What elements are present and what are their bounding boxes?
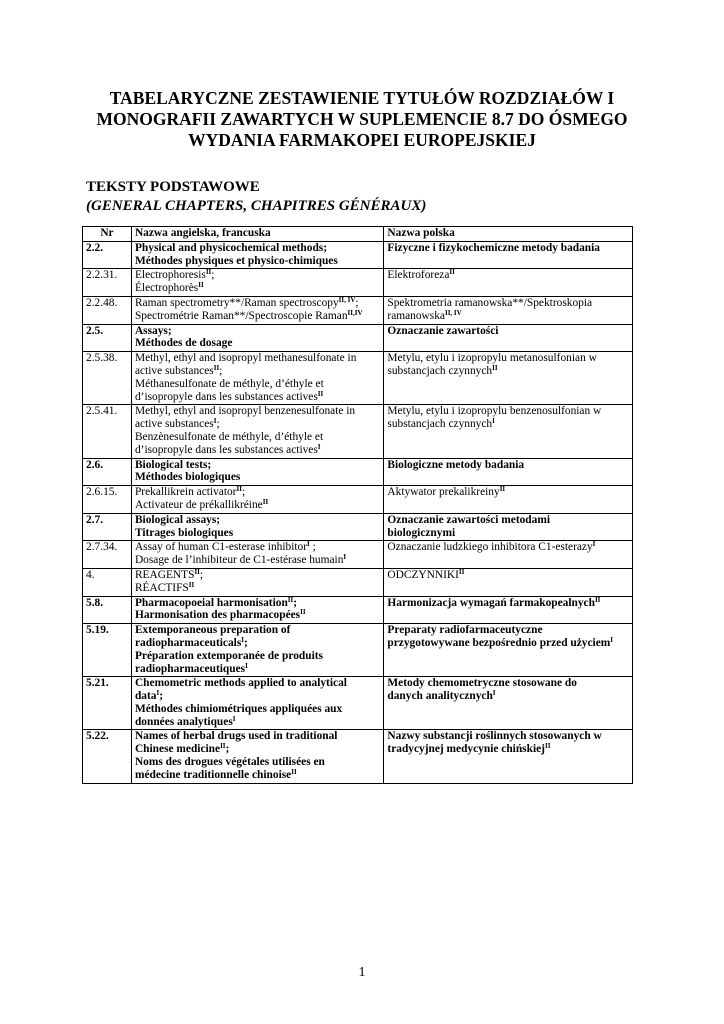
cell-text: ODCZYNNIKI <box>387 568 459 581</box>
cell-text: REAGENTS <box>134 568 195 581</box>
edition-marker: I <box>610 635 613 644</box>
table-row <box>83 486 633 514</box>
header-polish: Nazwa polska <box>384 227 633 242</box>
cell-text: Elektroforeza <box>387 269 450 282</box>
cell-text: Méthodes de dosage <box>134 337 233 350</box>
cell-polish <box>384 405 633 458</box>
cell-english-french <box>131 677 383 730</box>
cell-text: Méthodes physiques et physico-chimiques <box>134 254 338 267</box>
cell-punctuation: ; <box>216 418 220 431</box>
cell-text: Prekallikrein activator <box>134 486 237 499</box>
cell-polish <box>384 596 633 624</box>
cell-text: Biological tests; <box>134 458 212 471</box>
cell-text: Physical and physicochemical methods; <box>134 241 328 254</box>
cell-text: Titrages biologiques <box>134 526 234 539</box>
cell-text: Metody chemometryczne stosowane do <box>387 677 577 690</box>
cell-text: Biological assays; <box>134 513 221 526</box>
cell-text: tradycyjnej medycynie chińskiej <box>387 743 545 756</box>
cell-text: Chemometric methods applied to analytical <box>134 677 347 690</box>
edition-marker: II <box>449 268 455 277</box>
edition-marker: II <box>317 389 324 398</box>
edition-marker: II <box>236 485 242 494</box>
cell-text: Méthodes biologiques <box>134 471 241 484</box>
cell-text: Fizyczne i fizykochemiczne metody badania <box>387 241 600 254</box>
edition-marker: II <box>458 567 465 576</box>
cell-text: Aktywator prekalikreiny <box>387 486 500 499</box>
cell-nr: 5.21. <box>83 677 132 730</box>
cell-nr: 2.6.15. <box>83 486 132 514</box>
cell-english-french <box>131 513 383 541</box>
cell-text: Nazwy substancji roślinnych stosowanych w <box>387 730 602 743</box>
cell-text: Pharmacopoeial harmonisation <box>134 596 288 609</box>
cell-text: données analytiques <box>134 715 233 728</box>
cell-text: Électrophorès <box>134 282 199 295</box>
cell-text: Names of herbal drugs used in traditional <box>134 730 338 743</box>
edition-marker: I <box>492 689 496 698</box>
cell-english-french <box>131 241 383 269</box>
table-row <box>83 241 633 269</box>
cell-english-french <box>131 541 383 569</box>
cell-text: substancjach czynnych <box>387 418 493 431</box>
cell-nr: 2.5.41. <box>83 405 132 458</box>
cell-text: Noms des drogues végétales utilisées en <box>134 756 325 769</box>
cell-text: Metylu, etylu i izopropylu metanosulfonian w <box>387 352 597 365</box>
cell-polish <box>384 324 633 352</box>
cell-text: Activateur de prékallikréine <box>134 498 263 511</box>
edition-marker: II <box>291 767 297 776</box>
edition-marker: II <box>205 268 212 277</box>
cell-text: Raman spectrometry**/Raman spectroscopy <box>134 296 339 309</box>
table-row <box>83 269 633 297</box>
cell-english-french <box>131 568 383 596</box>
edition-marker: I <box>232 714 236 723</box>
cell-nr: 2.5.38. <box>83 352 132 405</box>
edition-marker: I <box>241 635 244 644</box>
cell-punctuation: ; <box>244 636 248 649</box>
cell-text: Electrophoresis <box>134 269 206 282</box>
edition-marker: II <box>213 363 220 372</box>
edition-marker: II <box>287 595 294 604</box>
cell-text: Assay of human C1-esterase inhibitor <box>134 541 308 554</box>
cell-text: Biologiczne metody badania <box>387 458 525 471</box>
cell-polish <box>384 458 633 486</box>
table-row <box>83 568 633 596</box>
cell-text: Extemporaneous preparation of <box>134 624 291 637</box>
cell-text: RÉACTIFS <box>134 581 189 594</box>
cell-text: active substances <box>134 364 214 377</box>
cell-polish <box>384 513 633 541</box>
cell-text: Oznaczanie zawartości metodami <box>387 513 550 526</box>
cell-punctuation: ; <box>219 364 223 377</box>
cell-polish <box>384 296 633 324</box>
table-row <box>83 296 633 324</box>
cell-english-french <box>131 269 383 297</box>
cell-nr: 2.2.48. <box>83 296 132 324</box>
cell-text: biologicznymi <box>387 526 456 539</box>
table-row <box>83 677 633 730</box>
cell-polish <box>384 677 633 730</box>
cell-text: d’isopropyle dans les substances actives <box>134 443 318 456</box>
edition-marker: II <box>544 742 551 751</box>
cell-punctuation: ; <box>309 541 316 554</box>
cell-text: radiopharmaceuticals <box>134 636 242 649</box>
edition-marker: II <box>194 567 200 576</box>
cell-polish <box>384 352 633 405</box>
cell-text: Metylu, etylu i izopropylu benzenosulfonian w <box>387 405 602 418</box>
table-header-row <box>83 227 633 242</box>
cell-text: Methyl, ethyl and isopropyl benzenesulfonate in <box>134 405 356 418</box>
edition-marker: I <box>317 442 321 451</box>
cell-polish <box>384 624 633 677</box>
cell-nr: 5.19. <box>83 624 132 677</box>
page-number: 1 <box>358 965 366 980</box>
cell-text: Benzènesulfonate de méthyle, d’éthyle et <box>134 430 324 443</box>
table-row <box>83 730 633 783</box>
cell-nr: 2.2. <box>83 241 132 269</box>
table-row <box>83 352 633 405</box>
cell-text: médecine traditionnelle chinoise <box>134 768 292 781</box>
cell-english-french <box>131 324 383 352</box>
cell-english-french <box>131 730 383 783</box>
cell-nr: 2.7. <box>83 513 132 541</box>
table-row <box>83 596 633 624</box>
cell-punctuation: ; <box>225 743 230 756</box>
table-row <box>83 324 633 352</box>
edition-marker: I <box>492 417 495 426</box>
section-heading: TEKSTY PODSTAWOWE <box>86 179 260 195</box>
section-subheading: (GENERAL CHAPTERS, CHAPITRES GÉNÉRAUX) <box>86 198 427 214</box>
cell-english-french <box>131 486 383 514</box>
section-header <box>86 178 426 216</box>
cell-text: danych analitycznych <box>387 690 493 703</box>
cell-text: active substances <box>134 418 214 431</box>
edition-marker: II, IV <box>444 308 462 317</box>
cell-punctuation: ; <box>241 486 246 499</box>
cell-punctuation: ; <box>211 269 215 282</box>
table-row <box>83 541 633 569</box>
cell-punctuation: ; <box>159 690 164 703</box>
cell-text: Méthanesulfonate de méthyle, d’éthyle et <box>134 377 324 390</box>
cell-english-french <box>131 624 383 677</box>
cell-nr: 2.5. <box>83 324 132 352</box>
cell-polish <box>384 568 633 596</box>
edition-marker: II <box>198 281 204 290</box>
edition-marker: II,IV <box>347 308 363 317</box>
edition-marker: II <box>188 580 195 589</box>
cell-text: Spektrometria ramanowska**/Spektroskopia <box>387 296 593 309</box>
edition-marker: II <box>594 595 601 604</box>
edition-marker: I <box>592 540 596 549</box>
table-body <box>83 241 633 783</box>
cell-punctuation: ; <box>293 596 298 609</box>
cell-english-french <box>131 296 383 324</box>
table-row <box>83 405 633 458</box>
table-row <box>83 513 633 541</box>
edition-marker: II, IV <box>338 295 356 304</box>
edition-marker: II <box>220 742 226 751</box>
cell-text: data <box>134 690 157 703</box>
edition-marker: II <box>300 608 306 617</box>
edition-marker: I <box>343 553 347 562</box>
header-english-french: Nazwa angielska, francuska <box>131 227 383 242</box>
document-title <box>60 88 664 151</box>
edition-marker: I <box>307 540 310 549</box>
cell-polish <box>384 269 633 297</box>
cell-text: Spectrométrie Raman**/Spectroscopie Raman <box>134 309 348 322</box>
cell-nr: 4. <box>83 568 132 596</box>
table-row <box>83 624 633 677</box>
cell-text: substancjach czynnych <box>387 364 493 377</box>
cell-nr: 2.2.31. <box>83 269 132 297</box>
title-line-2: MONOGRAFII ZAWARTYCH W SUPLEMENCIE 8.7 DO ÓSMEGO <box>96 109 628 129</box>
edition-marker: II <box>499 485 506 494</box>
cell-english-french <box>131 596 383 624</box>
cell-text: Dosage de l’inhibiteur de C1-estérase humain <box>134 554 344 567</box>
cell-text: przygotowywane bezpośrednio przed użyciem <box>387 636 611 649</box>
cell-polish <box>384 730 633 783</box>
cell-text: Oznaczanie zawartości <box>387 324 499 337</box>
chapters-table <box>82 226 633 784</box>
cell-text: Assays; <box>134 324 172 337</box>
edition-marker: II <box>492 363 498 372</box>
cell-text: Méthodes chimiométriques appliquées aux <box>134 702 343 715</box>
cell-text: Harmonisation des pharmacopées <box>134 609 301 622</box>
edition-marker: I <box>213 417 217 426</box>
cell-english-french <box>131 458 383 486</box>
cell-nr: 2.6. <box>83 458 132 486</box>
cell-polish <box>384 541 633 569</box>
cell-text: Oznaczanie ludzkiego inhibitora C1-esterazy <box>387 541 593 554</box>
cell-punctuation: ; <box>199 568 204 581</box>
cell-nr: 5.8. <box>83 596 132 624</box>
cell-polish <box>384 486 633 514</box>
cell-text: Methyl, ethyl and isopropyl methanesulfonate in <box>134 352 357 365</box>
header-nr: Nr <box>83 227 132 242</box>
table-row <box>83 458 633 486</box>
cell-text: d’isopropyle dans les substances actives <box>134 390 318 403</box>
cell-text: radiopharmaceutiques <box>134 662 246 675</box>
cell-english-french <box>131 405 383 458</box>
cell-english-french <box>131 352 383 405</box>
cell-polish <box>384 241 633 269</box>
cell-text: ramanowska <box>387 309 445 322</box>
edition-marker: II <box>262 497 269 506</box>
cell-text: Preparaty radiofarmaceutyczne <box>387 624 543 637</box>
title-line-3: WYDANIA FARMAKOPEI EUROPEJSKIEJ <box>188 130 536 150</box>
edition-marker: I <box>156 689 160 698</box>
cell-nr: 2.7.34. <box>83 541 132 569</box>
cell-text: Harmonizacja wymagań farmakopealnych <box>387 596 595 609</box>
title-line-1: TABELARYCZNE ZESTAWIENIE TYTUŁÓW ROZDZIAŁÓW I <box>109 88 615 108</box>
cell-text: Préparation extemporanée de produits <box>134 649 323 662</box>
cell-text: Chinese medicine <box>134 743 221 756</box>
cell-punctuation: ; <box>355 296 359 309</box>
edition-marker: I <box>245 661 248 670</box>
cell-nr: 5.22. <box>83 730 132 783</box>
